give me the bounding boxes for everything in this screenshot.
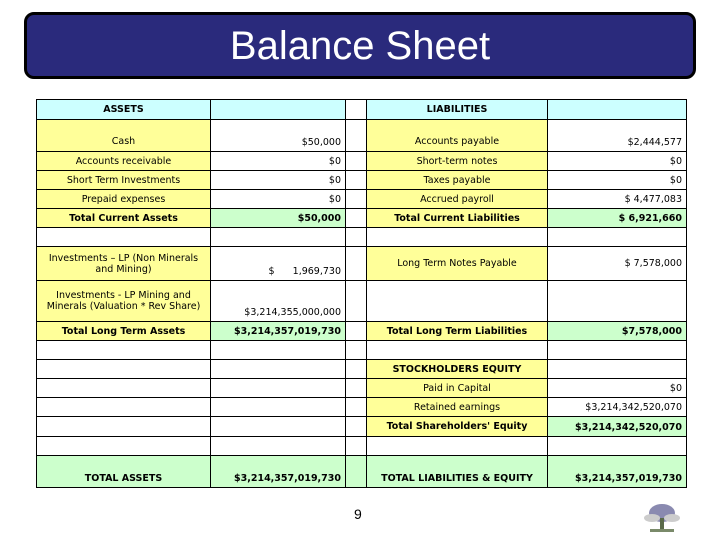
table-row: Cash $50,000 Accounts payable $2,444,577 [37, 120, 687, 152]
table-row: Paid in Capital $0 [37, 379, 687, 398]
header-row [37, 100, 687, 120]
page-number: 9 [354, 506, 362, 522]
total-row: Total Shareholders' Equity $3,214,342,520,070 [37, 417, 687, 437]
table-row: Investments – LP (Non Minerals and Mining) $ 1,969,730 Long Term Notes Payable $ 7,578,000 [37, 247, 687, 281]
table-row: Short Term Investments $0 Taxes payable $0 [37, 171, 687, 190]
tree-logo-icon [642, 500, 682, 534]
table-row: Prepaid expenses $0 Accrued payroll $ 4,477,083 [37, 190, 687, 209]
balance-sheet-table [36, 99, 687, 488]
grand-total-row: TOTAL ASSETS $3,214,357,019,730 TOTAL LIABILITIES & EQUITY $3,214,357,019,730 [37, 456, 687, 488]
assets-header: ASSETS [37, 100, 211, 120]
table-row: Investments - LP Mining and Minerals (Valuation * Rev Share) $3,214,355,000,000 [37, 281, 687, 322]
liabilities-header: LIABILITIES [367, 100, 548, 120]
equity-header-row: STOCKHOLDERS EQUITY [37, 360, 687, 379]
total-row: Total Current Assets $50,000 Total Current Liabilities $ 6,921,660 [37, 209, 687, 228]
page-title: Balance Sheet [24, 12, 696, 79]
table-row: Accounts receivable $0 Short-term notes $0 [37, 152, 687, 171]
total-row: Total Long Term Assets $3,214,357,019,730 Total Long Term Liabilities $7,578,000 [37, 322, 687, 341]
table-row: Retained earnings $3,214,342,520,070 [37, 398, 687, 417]
